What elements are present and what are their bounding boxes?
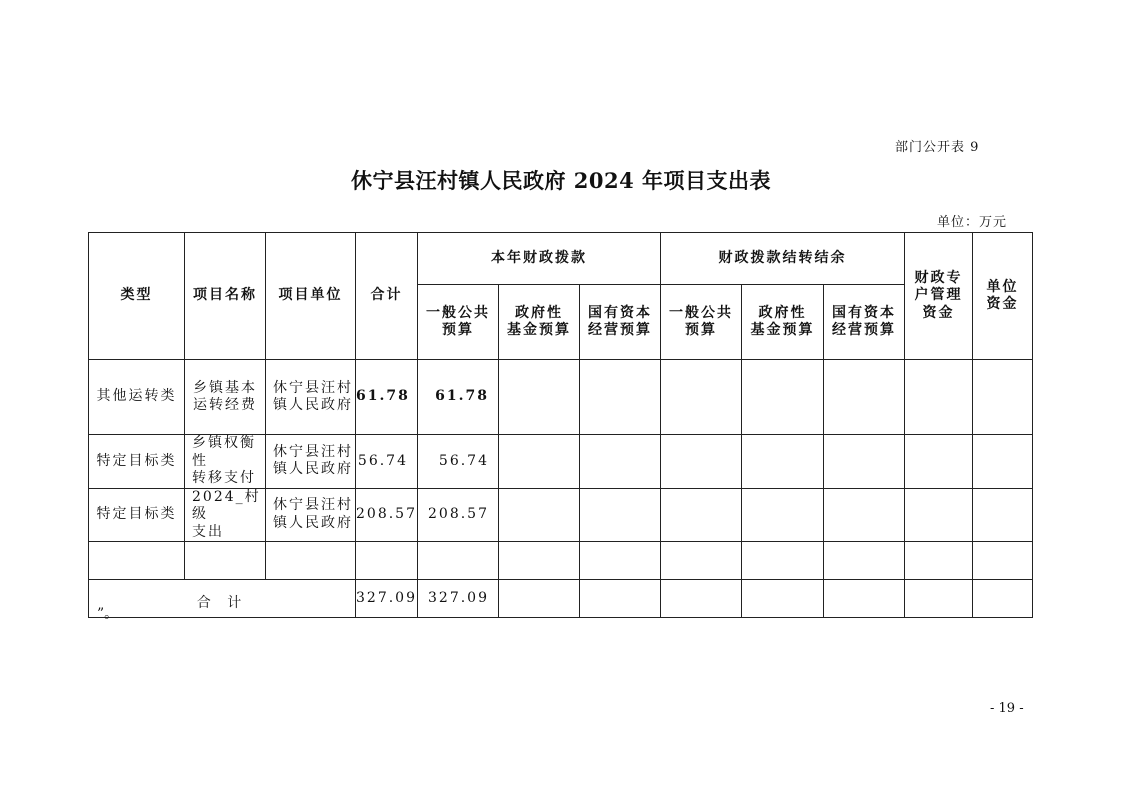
row-empty-cell [905,360,973,435]
row-general-budget: 61.78 [418,360,499,435]
header-carry-state-capital-line2: 经营预算 [832,322,897,338]
row-empty-cell [661,435,742,489]
header-carry-gov-fund-line1: 政府性 [758,304,807,321]
row-empty-cell [499,542,580,580]
row-total: 208.57 [356,488,418,542]
row-empty-cell [580,435,661,489]
row-empty-cell [580,542,661,580]
row-empty-cell [824,542,905,580]
header-project-unit: 项目单位 [266,233,356,360]
header-row-1 [89,233,1033,285]
row-empty-cell [824,360,905,435]
row-empty-cell [973,488,1033,542]
row-type: 其他运转类 [89,360,185,435]
row-project-unit-line1: 休宁县汪村 [273,443,353,460]
row-empty-cell [742,435,824,489]
row-project-name [185,435,266,489]
row-empty-cell [742,488,824,542]
row-empty-cell [499,435,580,489]
form-number: 部门公开表 9 [895,140,980,155]
table-row [89,488,1033,542]
header-current-year-appropriation: 本年财政拨款 [418,233,661,285]
row-type: 特定目标类 [89,488,185,542]
row-project-name [185,488,266,542]
row-empty-cell [973,360,1033,435]
row-project-name-line2: 转移支付 [192,470,256,486]
sum-label: 合 计 [89,580,356,618]
row-project-name-line1: 乡镇权衡性 [192,435,256,469]
row-empty-cell [661,580,742,618]
row-empty-cell [973,580,1033,618]
row-empty-cell [418,542,499,580]
sum-row [89,580,1033,618]
row-empty-cell [905,488,973,542]
row-empty-cell [973,435,1033,489]
header-carry-general-line1: 一般公共 [669,304,734,321]
row-empty-cell [580,580,661,618]
header-special-fund-line1: 财政专 [914,269,963,286]
row-project-unit-line1: 休宁县汪村 [273,497,353,514]
header-carryover-balance: 财政拨款结转结余 [661,233,905,285]
header-general-line2: 预算 [442,322,474,338]
row-empty-cell [742,542,824,580]
trailing-note: ”。 [97,606,119,622]
row-type: 特定目标类 [89,435,185,489]
header-total: 合计 [356,233,418,360]
row-project-name-line1: 乡镇基本 [193,379,257,396]
header-type: 类型 [89,233,185,360]
row-project-unit-line2: 镇人民政府 [273,397,353,413]
row-empty-cell [742,580,824,618]
header-special-fund-line3: 资金 [922,304,955,321]
row-empty-cell [824,435,905,489]
header-carry-state-capital-budget [824,285,905,360]
header-state-capital-line2: 经营预算 [588,322,652,338]
table-row [89,360,1033,435]
row-project-unit-line2: 镇人民政府 [273,461,353,478]
row-general-budget: 56.74 [418,435,499,489]
unit-label: 单位：万元 [937,215,1008,230]
header-unit-fund-line2: 资金 [986,296,1019,312]
row-total: 56.74 [356,435,418,489]
header-gov-fund-line1: 政府性 [515,304,563,321]
row-empty-cell [499,580,580,618]
row-empty-cell [580,360,661,435]
header-project-name: 项目名称 [185,233,266,360]
row-total: 61.78 [356,360,418,435]
header-state-capital-budget [580,285,661,360]
row-project-name-line2: 运转经费 [193,397,257,413]
header-carry-gov-fund-line2: 基金预算 [750,322,815,338]
sum-general-budget: 327.09 [418,580,499,618]
header-gov-fund-line2: 基金预算 [507,322,571,338]
row-empty-cell [499,488,580,542]
row-empty-cell [356,542,418,580]
header-carry-gov-fund-budget [742,285,824,360]
row-empty-cell [824,580,905,618]
row-empty-cell [973,542,1033,580]
header-gov-fund-budget [499,285,580,360]
row-empty-cell [266,542,356,580]
page-number: - 19 - [990,701,1024,716]
row-empty-cell [905,435,973,489]
row-project-unit [266,435,356,489]
header-special-fund-line2: 户管理 [914,287,963,304]
row-project-name [185,360,266,435]
header-general-budget [418,285,499,360]
row-project-unit-line1: 休宁县汪村 [273,379,353,396]
header-carry-state-capital-line1: 国有资本 [832,304,897,321]
row-empty-cell [185,542,266,580]
project-expenditure-table [88,232,1033,618]
row-empty-cell [499,360,580,435]
row-empty-cell [905,580,973,618]
row-project-unit [266,488,356,542]
row-project-unit-line2: 镇人民政府 [273,514,353,531]
table-row [89,435,1033,489]
header-special-fund [905,233,973,360]
header-carry-general-line2: 预算 [685,322,718,338]
header-state-capital-line1: 国有资本 [588,304,652,321]
header-carry-general-budget [661,285,742,360]
row-empty-cell [824,488,905,542]
row-project-unit [266,360,356,435]
sum-total: 327.09 [356,580,418,618]
row-empty-cell [661,488,742,542]
header-unit-fund [973,233,1033,360]
page-title: 休宁县汪村镇人民政府 2024 年项目支出表 [350,168,772,193]
row-empty-cell [89,542,185,580]
row-empty-cell [661,360,742,435]
row-empty-cell [661,542,742,580]
row-empty-cell [742,360,824,435]
header-unit-fund-line1: 单位 [986,278,1019,295]
row-general-budget: 208.57 [418,488,499,542]
header-general-line1: 一般公共 [426,304,490,321]
row-project-name-line2: 支出 [192,523,224,540]
row-empty-cell [580,488,661,542]
row-project-name-line1: 2024_村级 [192,488,261,522]
empty-table-row [89,542,1033,580]
row-empty-cell [905,542,973,580]
